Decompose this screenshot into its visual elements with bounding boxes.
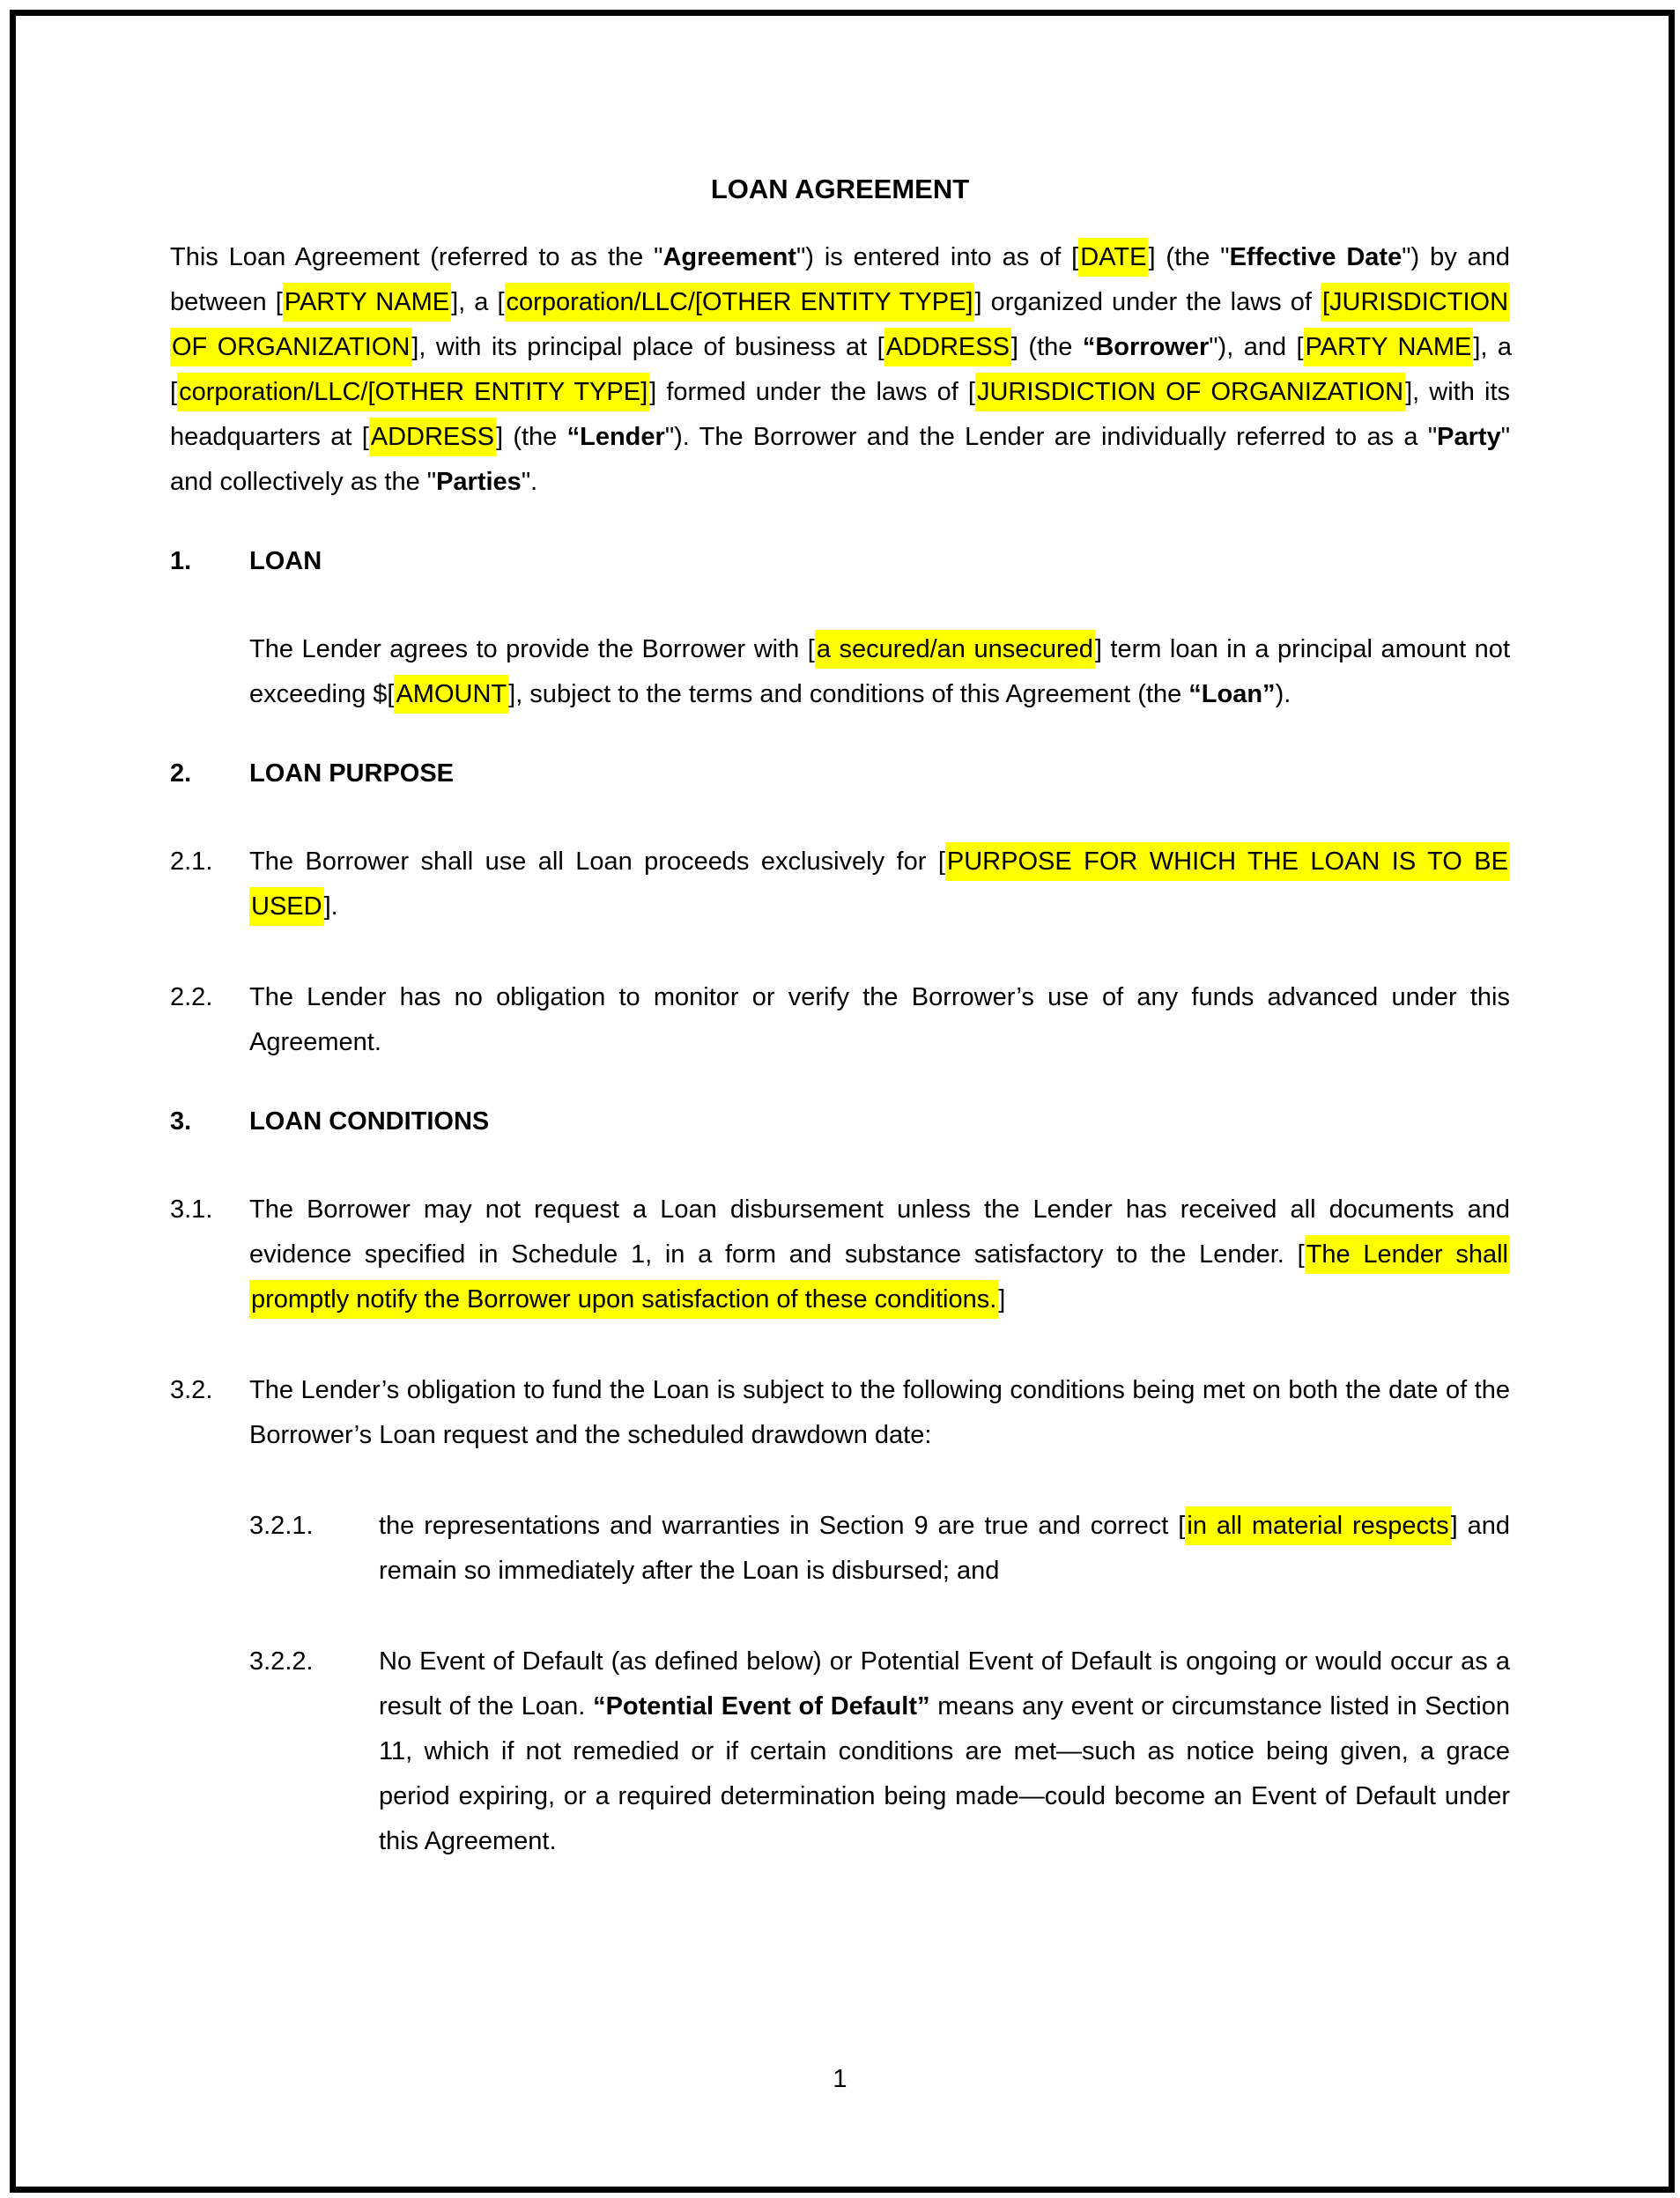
document-content bbox=[170, 172, 1513, 1887]
section-3-heading bbox=[170, 1099, 1510, 1144]
clause-number: 2.1. bbox=[170, 847, 213, 876]
clause-text: No Event of Default (as defined below) or Potential Event of Default is ongoing or would occur as a result of the Loan. “Potential Event of Default” means any event or circumstance listed in Section 11, which if not remedied or if certain conditions are met—such as notice being given, a grace period expiring, or a required determination being made—could become an Event of Default under this Agreement. bbox=[379, 1647, 1511, 1855]
clause-number: 3.2.1. bbox=[249, 1512, 314, 1540]
page-title: LOAN AGREEMENT bbox=[710, 174, 970, 204]
intro-paragraph: This Loan Agreement (referred to as the "Agreement") is entered into as of [DATE] (the "Effective Date") by and between [PARTY NAME], a [corporation/LLC/[OTHER ENTITY TYPE]] organized under the laws of [JURISDICTION OF ORGANIZATION], with its principal place of business at [ADDRESS] (the “Borrower"), and [PARTY NAME], a [corporation/LLC/[OTHER ENTITY TYPE]] formed under the laws of [JURISDICTION OF ORGANIZATION], with its headquarters at [ADDRESS] (the “Lender"). The Borrower and the Lender are individually referred to as a "Party" and collectively as the "Parties". bbox=[170, 235, 1510, 505]
clause-3-2-1 bbox=[170, 1504, 1510, 1594]
section-heading-label: LOAN CONDITIONS bbox=[249, 1107, 490, 1136]
clause-text: The Borrower may not request a Loan disbursement unless the Lender has received all documents and evidence specified in Schedule 1, in a form and substance satisfactory to the Lender. [The Lender shall promptly notify the Borrower upon satisfaction of these conditions.] bbox=[249, 1188, 1510, 1322]
clause-number: 3.2.2. bbox=[249, 1647, 314, 1676]
section-number: 2. bbox=[170, 759, 192, 788]
clause-3-2 bbox=[170, 1368, 1510, 1458]
clause-text: The Lender’s obligation to fund the Loan is subject to the following conditions being met on both the date of the Borrower’s Loan request and the scheduled drawdown date: bbox=[249, 1376, 1510, 1449]
section-1-heading bbox=[170, 539, 1510, 584]
clause-number: 3.1. bbox=[170, 1195, 213, 1224]
section-number: 3. bbox=[170, 1107, 192, 1136]
clause-number: 2.2. bbox=[170, 983, 213, 1011]
clause-2-2 bbox=[170, 975, 1510, 1065]
clause-text: The Lender has no obligation to monitor or verify the Borrower’s use of any funds advanced under this Agreement. bbox=[249, 983, 1510, 1056]
section-heading-label: LOAN PURPOSE bbox=[249, 759, 455, 788]
clause-3-1 bbox=[170, 1188, 1510, 1322]
page-number: 1 bbox=[833, 2065, 847, 2093]
clause-text: the representations and warranties in Section 9 are true and correct [in all material respects] and remain so immediately after the Loan is disbursed; and bbox=[379, 1504, 1510, 1594]
section-2-heading bbox=[170, 751, 1510, 796]
section-number: 1. bbox=[170, 547, 192, 575]
clause-3-2-2 bbox=[170, 1639, 1510, 1864]
clause-text: The Borrower shall use all Loan proceeds exclusively for [PURPOSE FOR WHICH THE LOAN IS TO BE USED]. bbox=[249, 840, 1510, 929]
clause-number: 3.2. bbox=[170, 1376, 213, 1404]
clause-text: The Lender agrees to provide the Borrower with [a secured/an unsecured] term loan in a principal amount not exceeding $[AMOUNT], subject to the terms and conditions of this Agreement (the “Loan”). bbox=[249, 627, 1510, 717]
section-heading-label: LOAN bbox=[249, 547, 322, 575]
clause-1-body bbox=[170, 627, 1510, 717]
clause-2-1 bbox=[170, 840, 1510, 929]
